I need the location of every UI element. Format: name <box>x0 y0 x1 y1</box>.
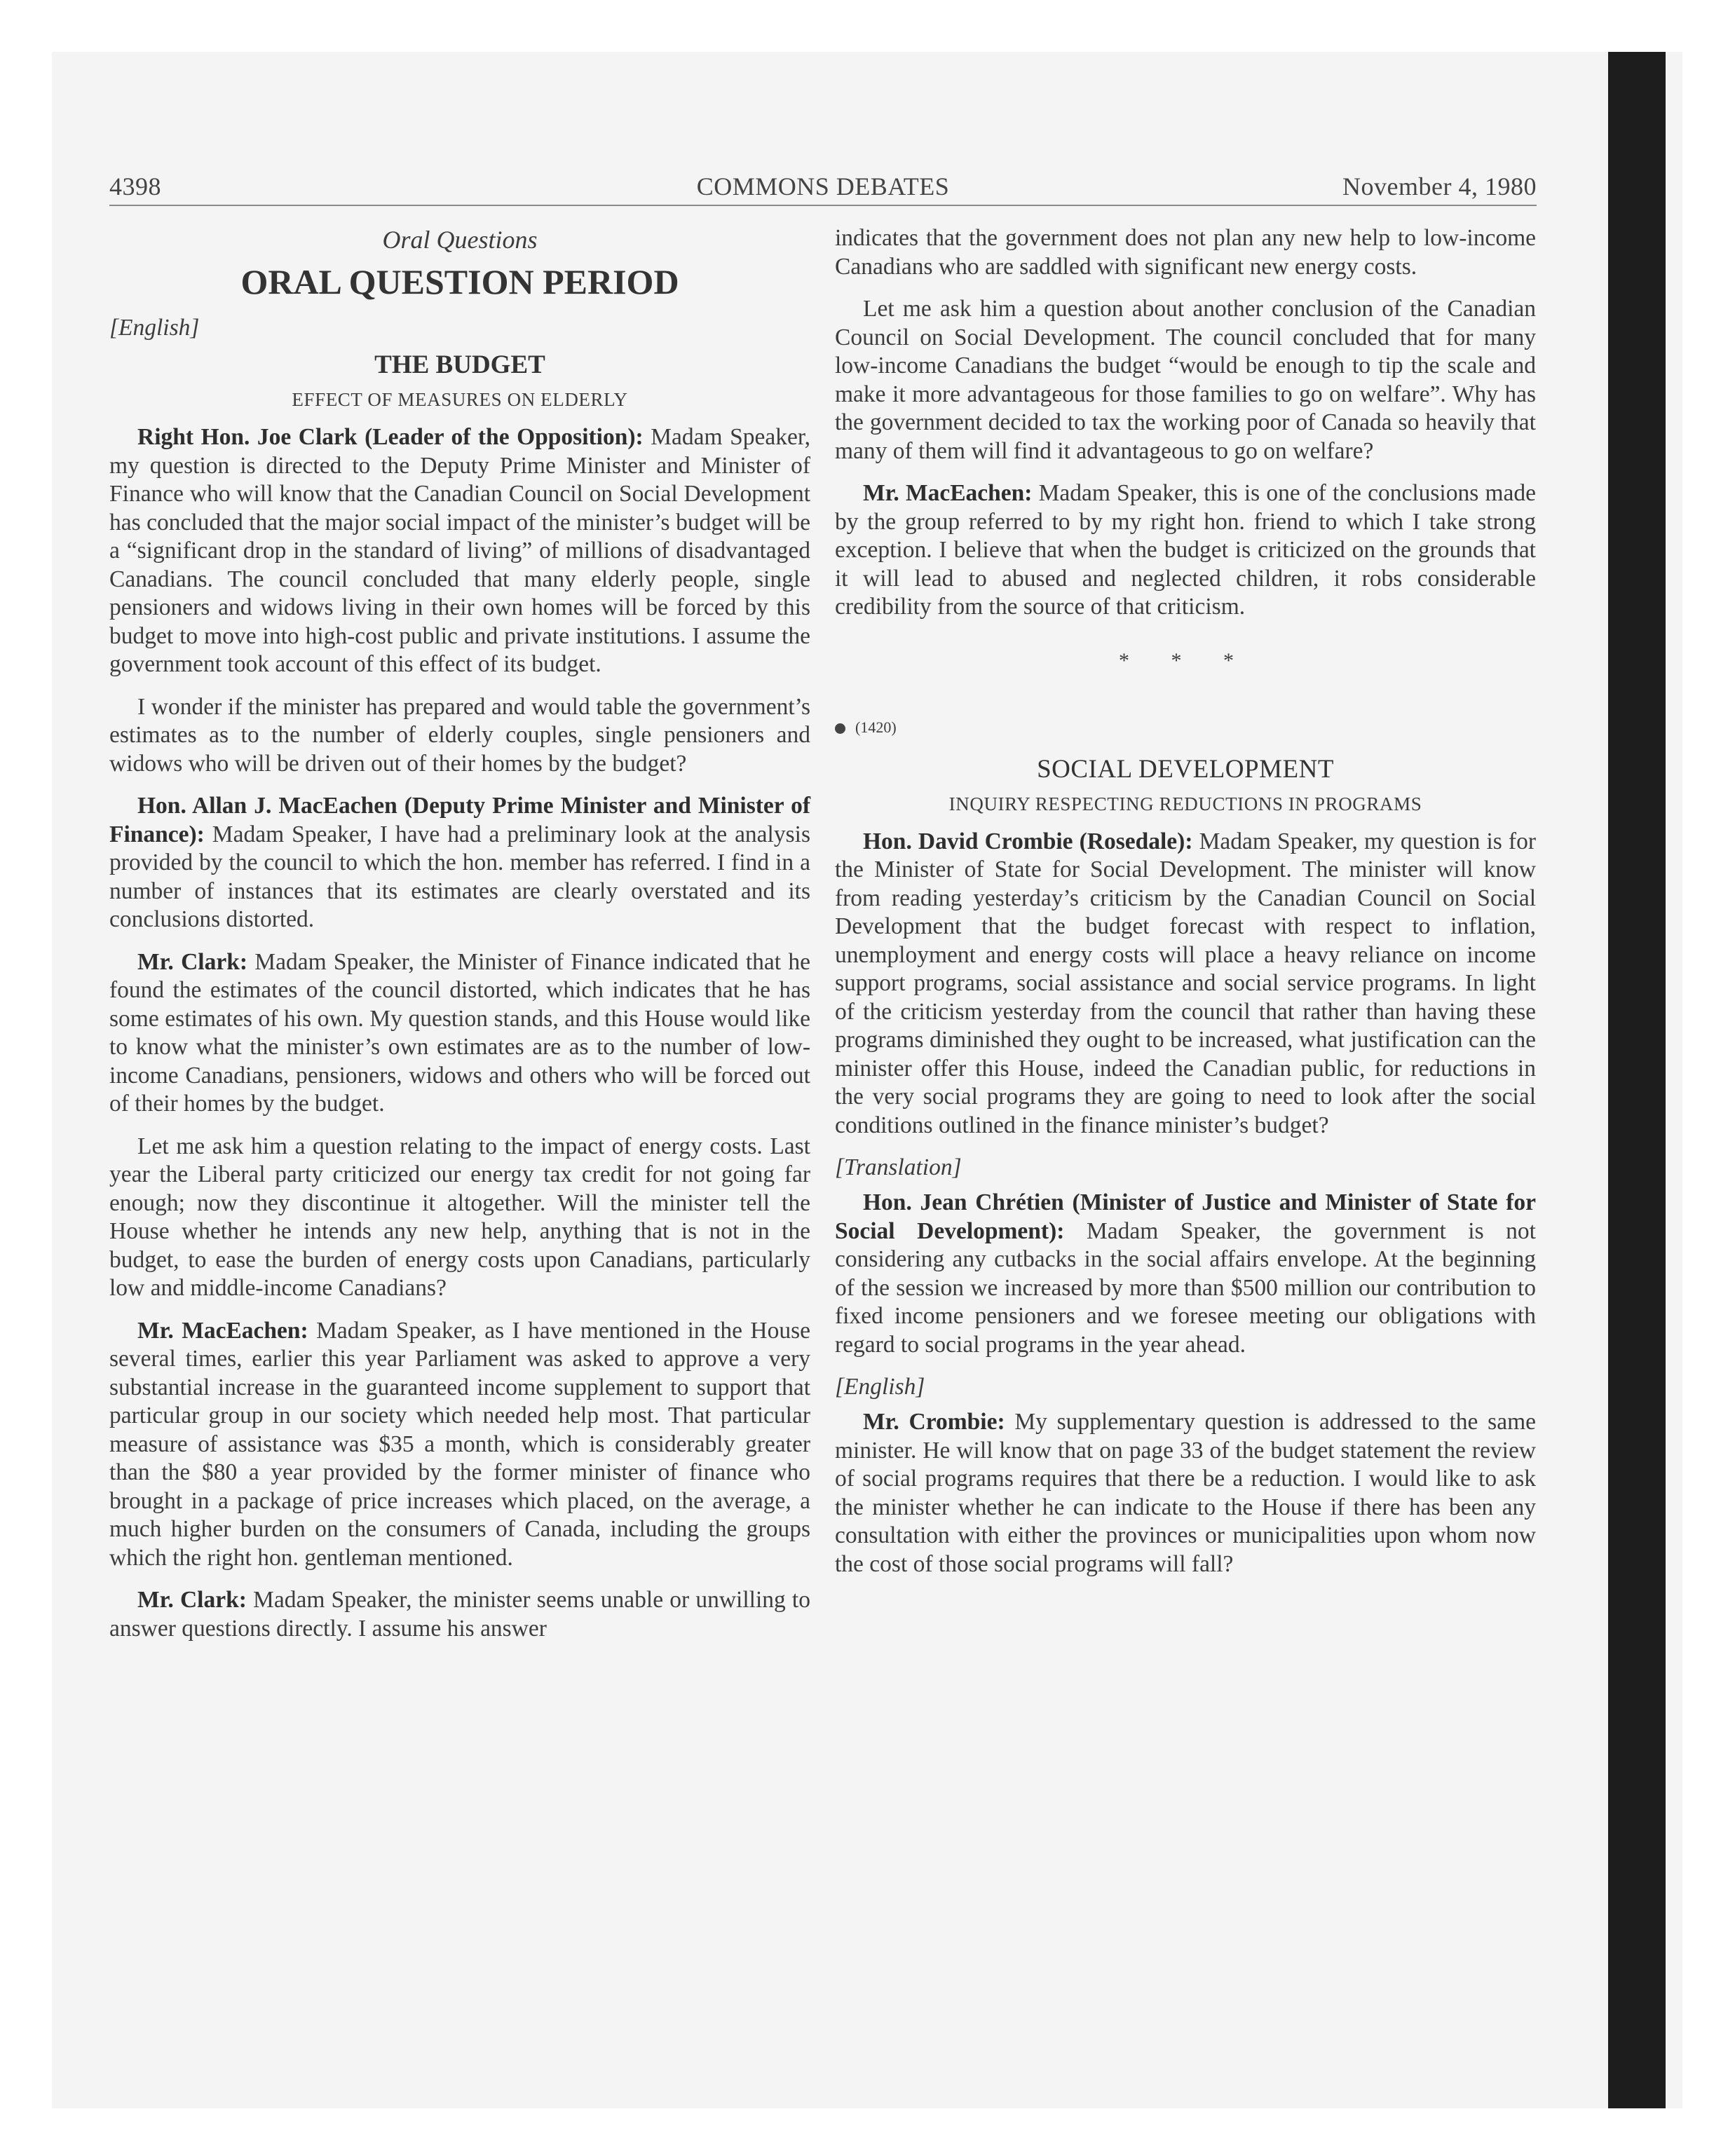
timestamp <box>835 717 1536 738</box>
speaker-name: Mr. MacEachen: <box>137 1317 308 1344</box>
publication-title: COMMONS DEBATES <box>696 172 950 200</box>
left-column <box>109 224 810 1657</box>
speech-paragraph <box>835 1408 1536 1578</box>
section-kicker: Oral Questions <box>382 226 538 254</box>
speech-text: I wonder if the minister has prepared and would table the government’s estimates as to the number of elderly couples, single pensioners and widows who will be driven out of their homes by the budget? <box>109 693 810 777</box>
speech-text: Madam Speaker, this is one of the conclusions made by the group referred to by my right hon. friend to which I take strong exception. I believe that when the budget is criticized on the grounds that it will lead to abused and neglected children, it robs considerable credibility from the source of that criticism. <box>835 480 1536 620</box>
speech-paragraph <box>835 479 1536 622</box>
right-column <box>835 224 1536 1592</box>
language-tag: [English] <box>835 1374 925 1400</box>
language-tag: [English] <box>109 315 200 341</box>
speech-text: Let me ask him a question about another conclusion of the Canadian Council on Social Development. The council concluded that for many low-income Canadians the budget “would be enough to tip the scale and make it more advantageous for those families to go on welfare”. Why has the government decided to tax the working poor of Canada so heavily that many of them will find it advantageous to go on welfare? <box>835 296 1536 464</box>
speech-text: Madam Speaker, as I have mentioned in the House several times, earlier this year Parliament was asked to approve a very substantial increase in the guaranteed income supplement to support that particular group in our society which needed help most. That particular measure of assistance was $35 a month, which is considerably greater than the $80 a year provided by the former minister of finance who brought in a package of price increases which placed, on the average, a much higher burden on the consumers of Canada, including the groups which the right hon. gentleman mentioned. <box>109 1317 810 1571</box>
speech-text: Let me ask him a question relating to the impact of energy costs. Last year the Liberal party criticized our energy tax credit for not going far enough; now they discontinue it altogether. Will the minister tell the House whether he intends any new help, anything that is not in the budget, to ease the burden of energy costs upon Canadians, particularly low and middle-income Canadians? <box>109 1133 810 1301</box>
speech-paragraph <box>109 693 810 779</box>
speaker-name: Mr. Clark: <box>137 1587 247 1613</box>
speaker-name: Hon. Jean Chrétien (Minister of Justice and Minister of State for Social Development): <box>835 1189 1536 1244</box>
speech-paragraph <box>109 1586 810 1643</box>
speaker-name: Mr. Clark: <box>137 948 247 975</box>
speaker-name: Right Hon. Joe Clark (Leader of the Opposition): <box>137 424 644 450</box>
speech-text: Madam Speaker, the government is not considering any cutbacks in the social affairs envelope. At the beginning of the session we increased by more than $500 million our contribution to fixed income pensioners and we foresee meeting our obligations with regard to social programs in the year ahead. <box>835 1217 1536 1358</box>
speech-paragraph <box>109 948 810 1119</box>
speech-paragraph <box>109 1317 810 1573</box>
subject-subheading: EFFECT OF MEASURES ON ELDERLY <box>292 389 628 410</box>
speaker-name: Hon. Allan J. MacEachen (Deputy Prime Minister and Minister of Finance): <box>109 793 810 847</box>
subject-subheading: INQUIRY RESPECTING REDUCTIONS IN PROGRAMS <box>948 793 1422 814</box>
speaker-name: Mr. MacEachen: <box>863 480 1033 506</box>
speech-text: Madam Speaker, my question is directed to the Deputy Prime Minister and Minister of Finance who will know that the Canadian Council on Social Development has concluded that the major social impact of the minister’s budget will be a “significant drop in the standard of living” of millions of disadvantaged Canadians. The council concluded that many elderly people, single pensioners and widows living in their own homes will be forced by this budget to move into high-cost public and private institutions. I assume the government took account of this effect of its budget. <box>109 424 811 677</box>
speech-text: Madam Speaker, I have had a preliminary look at the analysis provided by the council to which the hon. member has referred. I find in a number of instances that its estimates are clearly overstated and its conclusions distorted. <box>109 821 810 932</box>
subject-heading: THE BUDGET <box>374 350 545 379</box>
running-header <box>109 171 1537 202</box>
speech-text: Madam Speaker, the Minister of Finance indicated that he found the estimates of the council distorted, which indicates that he has some estimates of his own. My question stands, and this House would like to know what the minister’s own estimates are as to the number of low-income Canadians, pensioners, widows and others who will be forced out of their homes by the budget. <box>109 948 810 1117</box>
speech-paragraph <box>109 423 810 679</box>
speech-paragraph <box>835 224 1536 281</box>
subject-heading: SOCIAL DEVELOPMENT <box>1037 754 1334 784</box>
speech-paragraph <box>835 1189 1536 1359</box>
speaker-name: Hon. David Crombie (Rosedale): <box>863 828 1193 854</box>
speaker-name: Mr. Crombie: <box>863 1409 1005 1435</box>
speech-text: Madam Speaker, my question is for the Minister of State for Social Development. The minister will know from reading yesterday’s criticism by the Canadian Council on Social Development that the budget forecast with respect to inflation, unemployment and energy costs will place a heavy reliance on income support programs, social assistance and social service programs. In light of the criticism yesterday from the council that rather than having these programs diminished they ought to be increased, what justification can the minister offer this House, indeed the Canadian public, for reductions in the very social programs they are going to need to look after the social conditions outlined in the finance minister’s budget? <box>835 828 1536 1138</box>
speech-paragraph <box>109 1133 810 1303</box>
speech-paragraph <box>835 295 1536 465</box>
speech-text: indicates that the government does not plan any new help to low-income Canadians who are saddled with significant new energy costs. <box>835 225 1536 280</box>
timestamp-text: (1420) <box>855 718 897 736</box>
speech-paragraph <box>835 828 1536 1140</box>
bullet-icon <box>835 723 845 734</box>
page-number: 4398 <box>109 172 161 200</box>
header-rule <box>109 205 1537 206</box>
speech-paragraph <box>109 792 810 934</box>
header-date: November 4, 1980 <box>1342 172 1537 200</box>
language-tag: [Translation] <box>835 1154 962 1180</box>
scan-border <box>1608 52 1666 2108</box>
section-title: ORAL QUESTION PERIOD <box>240 262 679 301</box>
speech-text: Madam Speaker, the minister seems unable or unwilling to answer questions directly. I assume his answer <box>109 1587 810 1642</box>
speech-text: My supplementary question is addressed to the same minister. He will know that on page 33 of the budget statement the review of social programs requires that there be a reduction. I would like to ask the minister whether he can indicate to the House if there has been any consultation with either the provinces or municipalities upon whom now the cost of those social programs will fall? <box>835 1409 1536 1577</box>
section-separator: * * * <box>1119 648 1252 672</box>
